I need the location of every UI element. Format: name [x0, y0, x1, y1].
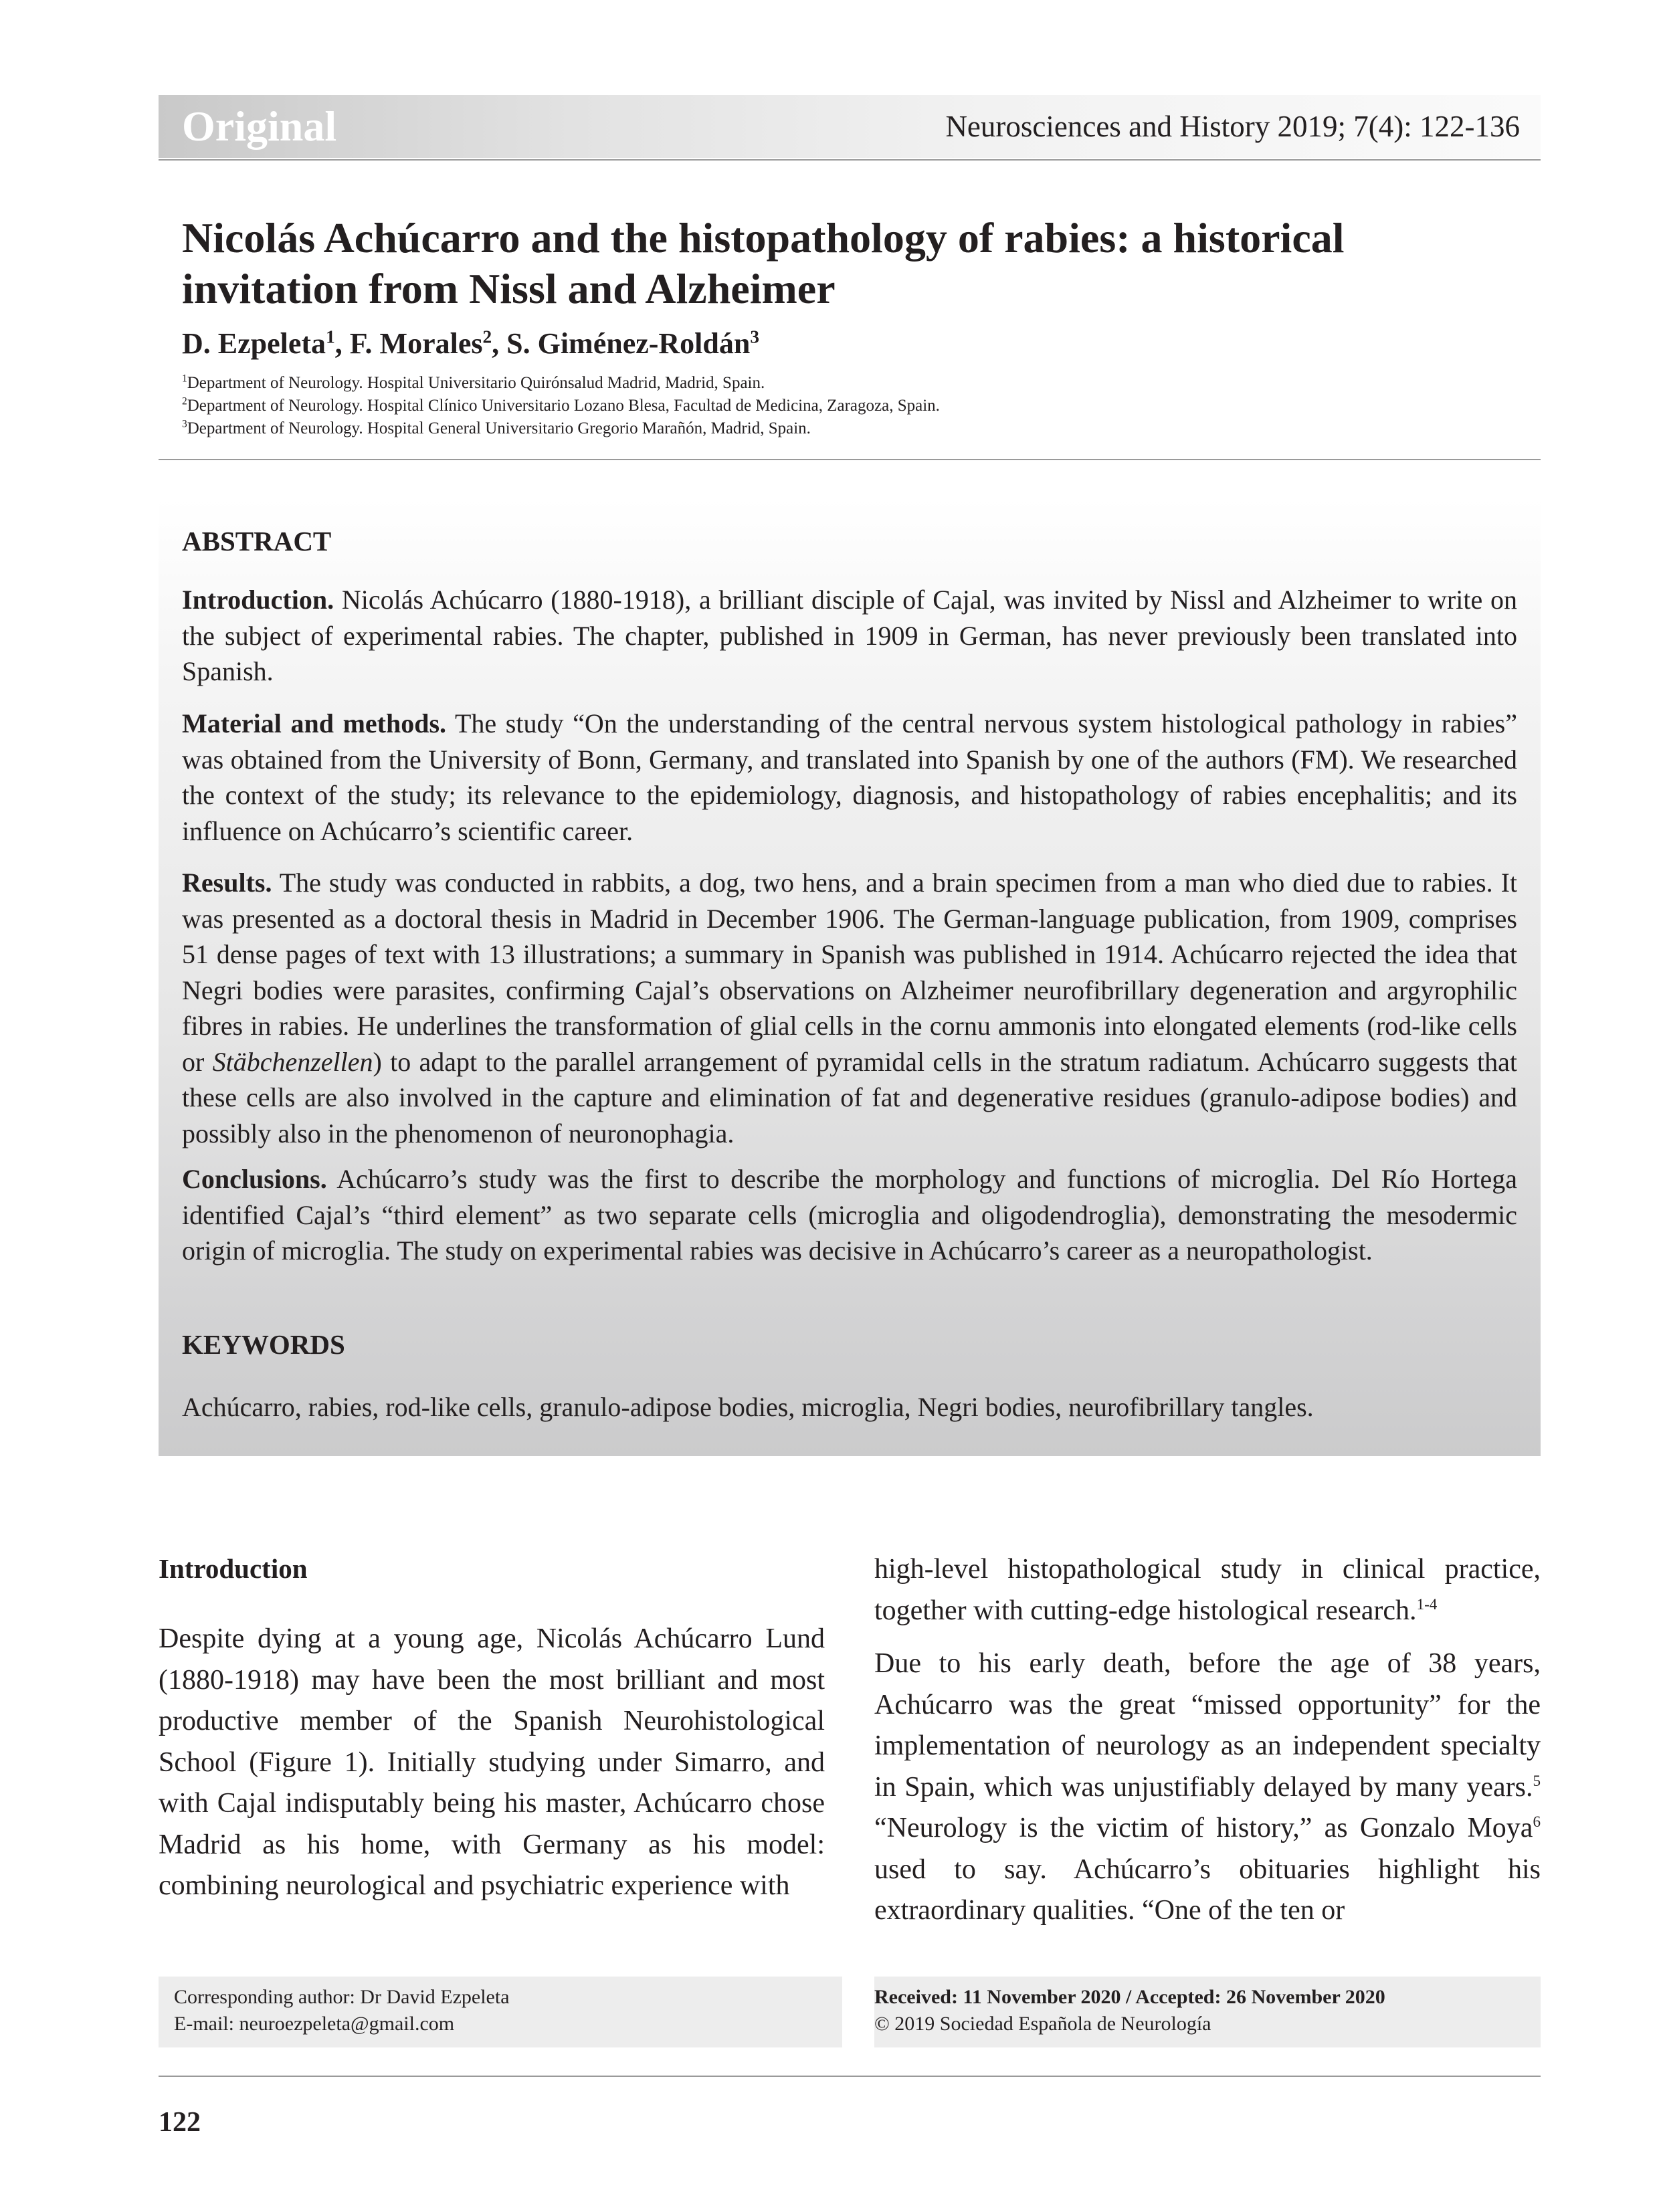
journal-reference: Neurosciences and History 2019; 7(4): 122-136 [945, 110, 1520, 143]
section-heading: Introduction [159, 1553, 308, 1584]
abstract-introduction [182, 582, 1517, 690]
abstract-text: The study “On the understanding of the central nervous system histological pathology in rabies” was obtained from the University of Bonn, Germany, and translated into Spanish by one of the authors (FM). We researched the context of the study; its relevance to the epidemiology, diagnosis, and histopathology of rabies encephalitis; and its influence on Achúcarro’s scientific career. [182, 708, 1517, 846]
author-list [182, 325, 1520, 363]
affiliation-mark: 2 [182, 395, 187, 407]
abstract-label: Results. [182, 868, 272, 898]
page-number: 122 [159, 2107, 201, 2138]
abstract-text: ) to adapt to the parallel arrangement of pyramidal cells in the stratum radiatum. Achúcarro suggests that these cells are also involved in the capture and elimination of fat and degenerative residues (granulo-adipose bodies) and possibly also in the phenomenon of neuronophagia. [182, 1046, 1517, 1148]
reference-mark: 5 [1533, 1771, 1541, 1789]
body-text: high-level histopathological study in clinical practice, together with cutting-edge histological research. [874, 1554, 1541, 1626]
abstract-results [182, 865, 1517, 1151]
body-paragraph: Despite dying at a young age, Nicolás Achúcarro Lund (1880-1918) may have been the most brilliant and most productive member of the Spanish Neurohistological School (Figure 1). Initially studying under Simarro, and with Cajal indisputably being his master, Achúcarro chose Madrid as his home, with Germany as his model: combining neurological and psychiatric experience with [159, 1623, 825, 1901]
affiliation-mark: 1 [326, 326, 335, 347]
section-label: Original [182, 102, 337, 150]
affiliation-mark: 3 [750, 326, 759, 347]
reference-mark: 1-4 [1416, 1595, 1438, 1613]
abstract-methods [182, 706, 1517, 849]
author-name: S. Giménez-Roldán [506, 327, 751, 360]
affiliation-text: Department of Neurology. Hospital Universitario Quirónsalud Madrid, Madrid, Spain. [187, 374, 765, 392]
article-title: Nicolás Achúcarro and the histopathology of rabies: a historical invitation from Nissl and Alzheimer [182, 214, 1345, 312]
affiliation [182, 372, 1520, 395]
header-rule [159, 159, 1541, 161]
reference-mark: 6 [1533, 1813, 1541, 1830]
abstract-label: Introduction. [182, 585, 334, 615]
affiliation-mark: 1 [182, 373, 187, 385]
body-text: Due to his early death, before the age of 38 years, Achúcarro was the great “missed opportunity” for the implementation of neurology as an independent specialty in Spain, which was unjustifiably delayed by many years. [874, 1648, 1541, 1803]
footer-rule [159, 2076, 1541, 2077]
affiliation [182, 395, 1520, 417]
body-paragraph [874, 1643, 1541, 1932]
received-accepted-dates: Received: 11 November 2020 / Accepted: 26 November 2020 [874, 1986, 1385, 2008]
affiliation-text: Department of Neurology. Hospital General Universitario Gregorio Marañón, Madrid, Spain. [187, 419, 811, 437]
body-text: used to say. Achúcarro’s obituaries highlight his extraordinary qualities. “One of the ten or [874, 1853, 1541, 1926]
keywords-list: Achúcarro, rabies, rod-like cells, granulo-adipose bodies, microglia, Negri bodies, neurofibrillary tangles. [182, 1392, 1314, 1422]
author-separator: , [334, 327, 350, 360]
affiliation-mark: 3 [182, 418, 187, 430]
abstract-heading: ABSTRACT [182, 526, 332, 557]
corresponding-author: Corresponding author: Dr David Ezpeleta [174, 1986, 510, 2008]
author-name: F. Morales [349, 327, 483, 360]
abstract-label: Material and methods. [182, 708, 447, 738]
abstract-text: The study was conducted in rabbits, a dog, two hens, and a brain specimen from a man who died due to rabies. It was presented as a doctoral thesis in Madrid in December 1906. The German-language publication, from 1909, comprises 51 dense pages of text with 13 illustrations; a summary in Spanish was published in 1914. Achúcarro rejected the idea that Negri bodies were parasites, confirming Cajal’s observations on Alzheimer neurofibrillary degeneration and argyrophilic fibres in rabies. He underlines the transformation of glial cells in the cornu ammonis into elongated elements (rod-like cells or [182, 868, 1517, 1077]
title-rule [159, 459, 1541, 460]
author-name: D. Ezpeleta [182, 327, 326, 360]
body-text: “Neurology is the victim of history,” as Gonzalo Moya [874, 1813, 1533, 1843]
keywords-heading: KEYWORDS [182, 1329, 345, 1360]
author-email: E-mail: neuroezpeleta@gmail.com [174, 2013, 455, 2035]
affiliation-mark: 2 [482, 326, 492, 347]
author-separator: , [492, 327, 507, 360]
abstract-italic-term: Stäbchenzellen [212, 1046, 373, 1077]
abstract-text: Achúcarro’s study was the first to describe the morphology and functions of microglia. Del Río Hortega identified Cajal’s “third element” as two separate cells (microglia and oligodendroglia), demonstrating the mesodermic origin of microglia. The study on experimental rabies was decisive in Achúcarro’s career as a neuropathologist. [182, 1164, 1517, 1266]
abstract-label: Conclusions. [182, 1164, 327, 1194]
copyright-notice: © 2019 Sociedad Española de Neurología [874, 2013, 1211, 2035]
affiliation-text: Department of Neurology. Hospital Clínico Universitario Lozano Blesa, Facultad de Medicina, Zaragoza, Spain. [187, 397, 940, 415]
abstract-text: Nicolás Achúcarro (1880-1918), a brilliant disciple of Cajal, was invited by Nissl and Alzheimer to write on the subject of experimental rabies. The chapter, published in 1909 in German, has never previously been translated into Spanish. [182, 585, 1517, 686]
body-paragraph [874, 1549, 1541, 1631]
abstract-conclusions [182, 1161, 1517, 1269]
affiliation [182, 417, 1520, 440]
